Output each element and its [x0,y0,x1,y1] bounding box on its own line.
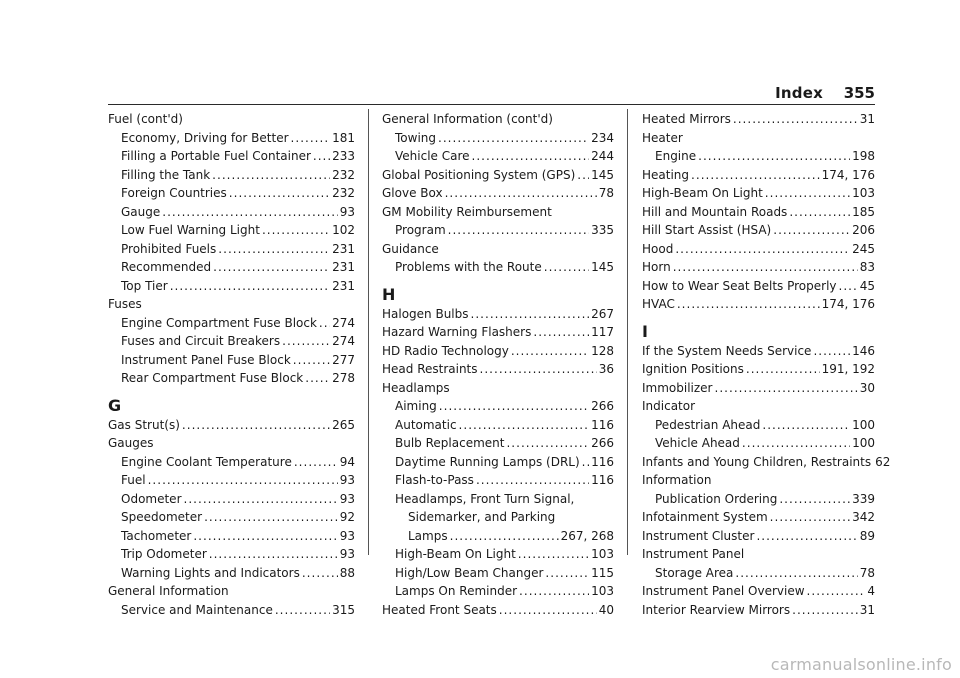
index-entry[interactable] [382,582,614,601]
index-heading: Indicator [642,399,696,413]
index-entry-term: Interior Rearview Mirrors [642,602,791,617]
index-entry-term: Lamps On Reminder [395,584,518,598]
dot-leader [302,564,338,583]
index-entry[interactable] [382,323,614,342]
index-heading: General Information [108,584,229,598]
dot-leader [184,490,338,509]
index-entry[interactable] [108,147,355,166]
index-entry[interactable] [382,129,614,148]
index-entry-page[interactable]: 191, 192 [821,362,875,376]
index-entry[interactable] [642,360,875,379]
dot-leader [762,416,850,435]
index-entry-term: Engine Coolant Temperature [121,454,292,469]
index-entry-page[interactable]: 234 [591,130,614,145]
index-entry-page[interactable]: 102 [332,223,355,237]
index-entry-page[interactable]: 36 [598,362,614,376]
index-entry[interactable] [382,527,614,546]
index-entry[interactable] [642,564,875,583]
index-entry-term: HVAC [642,297,675,311]
dot-leader [218,240,330,259]
index-entry-term: Problems with the Route [395,260,542,274]
index-entry[interactable] [108,453,355,472]
page-title: Index [775,84,823,102]
index-entry-page[interactable]: 266 [591,436,614,450]
index-entry[interactable] [108,490,355,509]
index-entry-page[interactable]: 100 [852,436,875,450]
index-entry-term: Instrument Panel Fuse Block [121,352,291,367]
index-entry-page[interactable]: 4 [867,584,875,598]
index-entry[interactable] [108,601,355,620]
index-entry-page[interactable]: 174, 176 [821,297,875,311]
index-entry[interactable] [642,295,875,314]
dot-leader [472,147,590,166]
index-entry-page[interactable]: 315 [332,602,355,617]
index-heading: General Information (cont'd) [382,112,553,126]
index-entry-term: Program [395,223,446,237]
dot-leader [471,305,590,324]
dot-leader [675,240,850,259]
dot-leader [673,258,858,277]
dot-leader [839,277,858,296]
index-entry-page[interactable]: 231 [332,241,355,256]
index-entry[interactable] [382,471,614,490]
dot-leader [733,110,858,129]
index-entry[interactable] [642,240,875,259]
index-entry-page[interactable]: 93 [339,204,355,219]
dot-leader [209,545,338,564]
dot-leader [533,323,589,342]
index-entry-page[interactable]: 103 [852,186,875,200]
index-entry-term: Heating [642,167,690,182]
index-entry-term: Global Positioning System (GPS) [382,167,576,182]
index-entry[interactable] [108,184,355,203]
index-entry[interactable] [108,221,355,240]
index-entry[interactable] [108,545,355,564]
dot-leader [212,166,330,185]
index-entry[interactable] [642,416,875,435]
index-entry-page[interactable]: 40 [598,602,614,617]
index-entry-page[interactable]: 265 [332,417,355,432]
index-entry-page[interactable]: 62 [875,454,891,469]
index-heading: Headlamps [382,380,450,395]
index-entry-page[interactable]: 267, 268 [560,528,614,543]
dot-leader [305,369,330,388]
dot-leader [789,203,850,222]
index-entry-term: Storage Area [655,565,734,580]
index-column-3 [642,110,891,619]
index-entry-page[interactable]: 232 [332,186,355,200]
index-entry-term: Hill and Mountain Roads [642,204,788,219]
index-entry-term: Vehicle Care [395,149,470,163]
index-letter-heading: H [382,284,396,304]
index-entry-term: Horn [642,260,671,274]
index-entry-term: Engine Compartment Fuse Block [121,315,317,330]
index-entry[interactable] [382,166,614,185]
index-entry[interactable] [108,277,355,296]
index-column-1 [108,110,355,619]
index-entry-term: Head Restraints [382,362,478,376]
index-entry-page[interactable]: 115 [591,565,614,580]
index-entry-page[interactable]: 83 [859,260,875,274]
index-heading: Heater [642,130,683,145]
index-entry[interactable] [108,203,355,222]
index-entry-term: Filling a Portable Fuel Container [121,149,311,163]
index-entry[interactable] [642,342,875,361]
index-entry-term: How to Wear Seat Belts Properly [642,278,837,293]
index-heading: Fuel (cont'd) [108,112,183,126]
dot-leader [182,416,330,435]
dot-leader [448,221,589,240]
dot-leader [756,527,857,546]
index-entry-page[interactable]: 31 [859,112,875,126]
index-letter-heading: G [108,395,122,415]
dot-leader [792,601,858,620]
index-entry-page[interactable]: 206 [852,223,875,237]
dot-leader [291,129,331,148]
index-entry-term: Service and Maintenance [121,602,273,617]
index-entry-page[interactable]: 78 [598,186,614,200]
index-entry-term: Heated Front Seats [382,602,497,617]
index-entry-term: Halogen Bulbs [382,306,469,321]
index-entry[interactable] [642,453,891,472]
index-entry[interactable] [108,564,355,583]
index-entry-term: Daytime Running Lamps (DRL) [395,454,580,469]
dot-leader [476,471,589,490]
index-entry-term: Trip Odometer [121,547,207,561]
index-entry-page[interactable]: 274 [332,334,355,348]
index-entry-page[interactable]: 103 [591,584,614,598]
watermark: carmanualsonline.info [770,655,952,674]
index-entry[interactable] [382,434,614,453]
index-entry[interactable] [108,314,355,333]
dot-leader [765,184,850,203]
index-entry[interactable] [108,129,355,148]
index-entry[interactable] [382,342,614,361]
dot-leader [582,453,589,472]
index-heading: Fuses [108,297,142,311]
dot-leader [439,397,589,416]
index-entry-page[interactable]: 116 [591,454,614,469]
index-entry-page[interactable]: 277 [332,352,355,367]
index-entry-page[interactable]: 342 [852,510,875,524]
dot-leader [204,508,338,527]
index-entry-term: Low Fuel Warning Light [121,223,260,237]
index-entry[interactable] [382,221,614,240]
index-entry-term: If the System Needs Service [642,343,812,358]
index-entry[interactable] [108,258,355,277]
index-entry-term: Recommended [121,260,212,274]
index-entry-page[interactable]: 339 [852,491,875,506]
index-entry-page[interactable]: 274 [332,315,355,330]
index-entry[interactable] [642,110,875,129]
index-heading: Headlamps, Front Turn Signal, [395,491,575,506]
index-entry-term: Fuel [121,473,146,487]
index-entry[interactable] [382,453,614,472]
index-entry-page[interactable]: 232 [332,167,355,182]
dot-leader [518,545,589,564]
dot-leader [677,295,820,314]
index-entry[interactable] [108,416,355,435]
index-entry-page[interactable]: 45 [859,278,875,293]
index-entry-page[interactable]: 278 [332,371,355,385]
dot-leader [770,508,850,527]
index-entry-term: Publication Ordering [655,491,778,506]
dot-leader [193,527,337,546]
index-entry[interactable] [642,166,875,185]
index-entry-term: Gas Strut(s) [108,417,180,432]
dot-leader [773,221,850,240]
index-entry-term: Hill Start Assist (HSA) [642,223,772,237]
index-entry-term: Warning Lights and Indicators [121,565,300,580]
index-entry[interactable] [382,564,614,583]
index-entry-page[interactable]: 92 [339,510,355,524]
dot-leader [450,527,559,546]
index-heading: Instrument Panel [642,547,745,561]
index-entry-term: Infotainment System [642,510,768,524]
index-entry[interactable] [108,240,355,259]
index-column-2 [382,110,614,619]
index-entry-page[interactable]: 185 [852,204,875,219]
index-entry-term: Lamps [408,528,448,543]
index-entry-page[interactable]: 116 [591,417,614,432]
index-entry-page[interactable]: 145 [591,167,614,182]
index-entry[interactable] [108,369,355,388]
dot-leader [779,490,850,509]
index-entry[interactable] [642,221,875,240]
dot-leader [213,258,330,277]
index-entry-term: Pedestrian Ahead [655,417,761,432]
index-entry[interactable] [108,471,355,490]
index-entry-term: Economy, Driving for Better [121,130,289,145]
index-entry-page[interactable]: 100 [852,417,875,432]
dot-leader [742,434,850,453]
index-entry-page[interactable]: 267 [591,306,614,321]
index-entry-page[interactable]: 198 [852,149,875,163]
index-entry-term: Vehicle Ahead [655,436,740,450]
dot-leader [319,314,330,333]
dot-leader [519,582,589,601]
column-divider [368,109,369,555]
index-entry-page[interactable]: 233 [332,149,355,163]
index-entry-page[interactable]: 31 [859,602,875,617]
index-entry[interactable] [382,545,614,564]
index-entry-term: Ignition Positions [642,362,744,376]
index-entry-page[interactable]: 145 [591,260,614,274]
dot-leader [445,184,597,203]
index-entry[interactable] [108,508,355,527]
index-entry-term: Hood [642,241,674,256]
index-entry[interactable] [382,601,614,620]
dot-leader [735,564,857,583]
index-entry[interactable] [642,434,875,453]
index-entry-term: Hazard Warning Flashers [382,325,532,339]
dot-leader [715,379,858,398]
index-entry-term: Fuses and Circuit Breakers [121,334,281,348]
index-entry-term: Filling the Tank [121,167,211,182]
index-entry-term: Infants and Young Children, Restraints [642,454,872,469]
dot-leader [577,166,589,185]
dot-leader [506,434,589,453]
index-heading: GM Mobility Reimbursement [382,204,552,219]
index-entry-page[interactable]: 78 [859,565,875,580]
index-entry-term: High-Beam On Light [642,186,763,200]
dot-leader [229,184,330,203]
index-entry[interactable] [382,184,614,203]
index-entry[interactable] [642,203,875,222]
dot-leader [511,342,589,361]
index-entry-term: Speedometer [121,510,203,524]
index-letter-heading: I [642,321,648,341]
index-entry-term: HD Radio Technology [382,343,509,358]
index-entry-page[interactable]: 116 [591,473,614,487]
index-entry-term: Aiming [395,399,437,413]
index-entry-term: Instrument Cluster [642,528,755,543]
index-entry-term: High/Low Beam Changer [395,565,544,580]
index-entry[interactable] [382,305,614,324]
index-entry-page[interactable]: 93 [339,528,355,543]
page-header [108,84,875,106]
index-entry-page[interactable]: 146 [852,343,875,358]
index-entry-term: Rear Compartment Fuse Block [121,371,304,385]
index-entry-term: Flash-to-Pass [395,473,474,487]
index-entry[interactable] [382,258,614,277]
index-entry[interactable] [382,360,614,379]
index-entry[interactable] [642,601,875,620]
index-entry-term: High-Beam On Light [395,547,516,561]
index-entry[interactable] [382,397,614,416]
index-entry-page[interactable]: 117 [591,325,614,339]
dot-leader [544,258,589,277]
index-entry[interactable] [108,527,355,546]
index-entry-page[interactable]: 88 [339,565,355,580]
dot-leader [148,471,338,490]
index-entry[interactable] [642,184,875,203]
index-entry[interactable] [642,508,875,527]
index-entry[interactable] [642,277,875,296]
index-entry-term: Towing [395,130,437,145]
dot-leader [438,129,589,148]
index-entry-page[interactable]: 128 [591,343,614,358]
index-entry-term: Prohibited Fuels [121,241,217,256]
index-entry[interactable] [642,147,875,166]
dot-leader [294,453,338,472]
index-entry[interactable] [108,166,355,185]
index-entry-term: Top Tier [121,278,168,293]
index-entry-page[interactable]: 93 [339,547,355,561]
index-entry-page[interactable]: 245 [852,241,875,256]
index-entry-term: Foreign Countries [121,186,227,200]
index-entry-term: Heated Mirrors [642,112,731,126]
index-entry[interactable] [642,258,875,277]
column-divider [627,109,628,555]
index-entry-page[interactable]: 266 [591,399,614,413]
index-entry[interactable] [382,416,614,435]
dot-leader [262,221,330,240]
header-rule [108,104,875,105]
dot-leader [459,416,590,435]
index-entry-page[interactable]: 231 [332,278,355,293]
index-entry-term: Instrument Panel Overview [642,584,805,598]
dot-leader [293,351,330,370]
index-entry-term: Automatic [395,417,457,432]
dot-leader [275,601,330,620]
index-entry-term: Engine [655,149,697,163]
index-entry-page[interactable]: 93 [339,473,355,487]
index-entry-term: Bulb Replacement [395,436,505,450]
page-number: 355 [843,84,875,102]
index-heading: Sidemarker, and Parking [408,510,556,524]
dot-leader [313,147,330,166]
dot-leader [807,582,866,601]
dot-leader [691,166,820,185]
index-heading: Gauges [108,436,154,450]
dot-leader [499,601,597,620]
dot-leader [545,564,589,583]
index-entry-page[interactable]: 181 [332,130,355,145]
dot-leader [813,342,850,361]
dot-leader [282,332,330,351]
index-entry[interactable] [642,527,875,546]
index-entry[interactable] [642,490,875,509]
index-entry[interactable] [642,379,875,398]
dot-leader [170,277,330,296]
index-heading: Information [642,473,712,487]
index-entry-page[interactable]: 174, 176 [821,167,875,182]
index-entry[interactable] [642,582,875,601]
index-heading: Guidance [382,241,439,256]
index-entry-page[interactable]: 93 [339,491,355,506]
index-entry-page[interactable]: 89 [859,528,875,543]
index-entry-page[interactable]: 231 [332,260,355,274]
index-entry-page[interactable]: 30 [859,380,875,395]
index-entry[interactable] [108,351,355,370]
index-entry-term: Gauge [121,204,161,219]
index-entry-page[interactable]: 335 [591,223,614,237]
dot-leader [480,360,597,379]
index-entry[interactable] [108,332,355,351]
index-entry-term: Odometer [121,491,182,506]
index-entry[interactable] [382,147,614,166]
index-entry-term: Immobilizer [642,380,713,395]
dot-leader [746,360,820,379]
dot-leader [698,147,850,166]
index-entry-page[interactable]: 94 [339,454,355,469]
index-entry-term: Glove Box [382,186,443,200]
dot-leader [162,203,337,222]
index-entry-term: Tachometer [121,528,192,543]
index-entry-page[interactable]: 103 [591,547,614,561]
index-entry-page[interactable]: 244 [591,149,614,163]
